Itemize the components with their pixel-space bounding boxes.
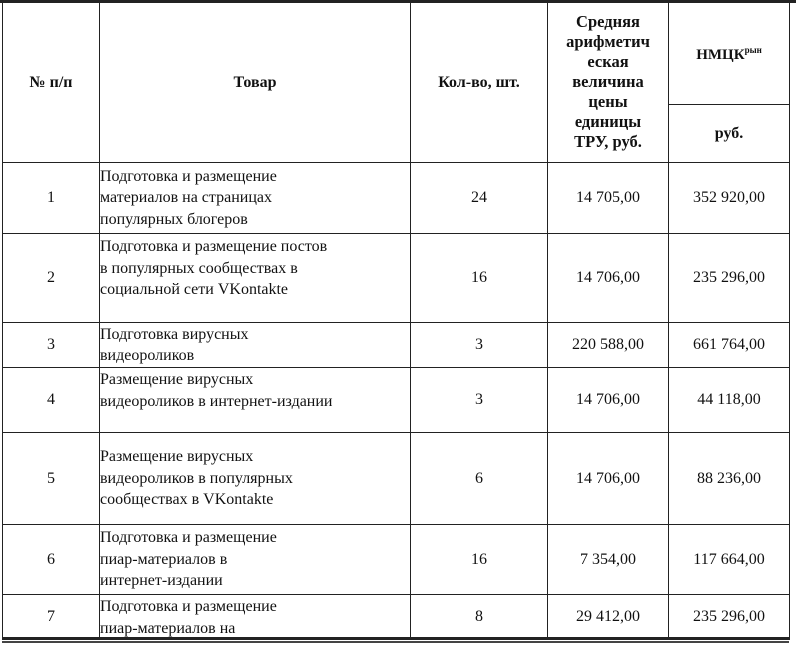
page-bottom-rule xyxy=(2,637,789,639)
row-product-name xyxy=(100,163,411,234)
row-nmck: 117 664,00 xyxy=(669,525,790,595)
row-avg-price: 220 588,00 xyxy=(548,323,669,368)
row-nmck: 352 920,00 xyxy=(669,163,790,234)
header-avg-price-line: Средняя xyxy=(576,12,640,31)
row-product-line: Размещение вирусных xyxy=(100,371,254,388)
header-avg-price xyxy=(548,2,669,163)
row-nmck: 44 118,00 xyxy=(669,368,790,433)
row-product-name xyxy=(100,234,411,323)
row-product-name xyxy=(100,433,411,525)
row-product-line: пиар-материалов на xyxy=(100,619,236,637)
row-product-line: интернет-издании xyxy=(100,572,223,590)
table-row xyxy=(3,234,790,323)
row-nmck: 88 236,00 xyxy=(669,433,790,525)
row-product-line: видеороликов в популярных xyxy=(100,469,293,487)
row-nmck: 661 764,00 xyxy=(669,323,790,368)
table-row xyxy=(3,525,790,595)
row-num: 2 xyxy=(3,234,100,323)
row-nmck: 235 296,00 xyxy=(669,234,790,323)
header-qty: Кол-во, шт. xyxy=(411,2,548,163)
header-avg-price-line: еская xyxy=(587,52,629,71)
header-product: Товар xyxy=(100,2,411,163)
row-avg-price: 14 706,00 xyxy=(548,234,669,323)
row-avg-price: 14 705,00 xyxy=(548,163,669,234)
header-avg-price-line: величина xyxy=(572,72,644,91)
row-num: 4 xyxy=(3,368,100,433)
row-avg-price: 14 706,00 xyxy=(548,368,669,433)
row-avg-price: 14 706,00 xyxy=(548,433,669,525)
table-row xyxy=(3,433,790,525)
price-table xyxy=(2,1,790,640)
header-avg-price-line: единицы xyxy=(574,112,642,131)
row-product-line: видеороликов xyxy=(100,347,195,364)
row-product-line: Подготовка и размещение xyxy=(100,167,277,185)
row-qty: 3 xyxy=(411,368,548,433)
header-nmck-superscript: рын xyxy=(744,45,762,55)
row-product-line: видеороликов в интернет-издании xyxy=(100,392,333,410)
row-product-line: пиар-материалов в xyxy=(100,550,228,568)
row-num: 5 xyxy=(3,433,100,525)
row-qty: 6 xyxy=(411,433,548,525)
row-nmck: 235 296,00 xyxy=(669,595,790,640)
page-bottom-rule-secondary xyxy=(2,641,789,643)
header-row xyxy=(3,2,790,105)
row-product-name xyxy=(100,323,411,368)
row-product-line: популярных блогеров xyxy=(100,210,248,228)
row-product-name xyxy=(100,368,411,433)
table-row xyxy=(3,595,790,640)
table-row xyxy=(3,323,790,368)
table-row xyxy=(3,163,790,234)
row-product-name xyxy=(100,525,411,595)
row-product-line: сообществах в VKontakte xyxy=(100,491,274,509)
row-qty: 16 xyxy=(411,234,548,323)
row-avg-price: 7 354,00 xyxy=(548,525,669,595)
row-num: 7 xyxy=(3,595,100,640)
header-nmck-unit: руб. xyxy=(669,105,790,163)
row-qty: 16 xyxy=(411,525,548,595)
header-num: № п/п xyxy=(3,2,100,163)
row-product-line: Подготовка и размещение xyxy=(100,529,277,547)
row-product-line: Подготовка и размещение xyxy=(100,598,277,615)
table-row xyxy=(3,368,790,433)
row-num: 3 xyxy=(3,323,100,368)
header-avg-price-line: цены xyxy=(588,92,628,111)
row-qty: 8 xyxy=(411,595,548,640)
row-product-line: Подготовка вирусных xyxy=(100,325,249,343)
header-nmck-label: НМЦК xyxy=(696,47,745,63)
header-avg-price-line: арифметич xyxy=(566,32,650,51)
row-qty: 3 xyxy=(411,323,548,368)
header-avg-price-line: ТРУ, руб. xyxy=(574,132,642,151)
row-avg-price: 29 412,00 xyxy=(548,595,669,640)
header-nmck xyxy=(669,2,790,105)
row-num: 1 xyxy=(3,163,100,234)
row-product-line: материалов на страницах xyxy=(100,189,272,207)
row-product-name xyxy=(100,595,411,640)
row-product-line: Размещение вирусных xyxy=(100,448,254,466)
row-qty: 24 xyxy=(411,163,548,234)
row-product-line: социальной сети VKontakte xyxy=(100,281,289,298)
row-product-line: в популярных сообществах в xyxy=(100,259,298,277)
row-product-line: Подготовка и размещение постов xyxy=(100,238,328,255)
row-num: 6 xyxy=(3,525,100,595)
